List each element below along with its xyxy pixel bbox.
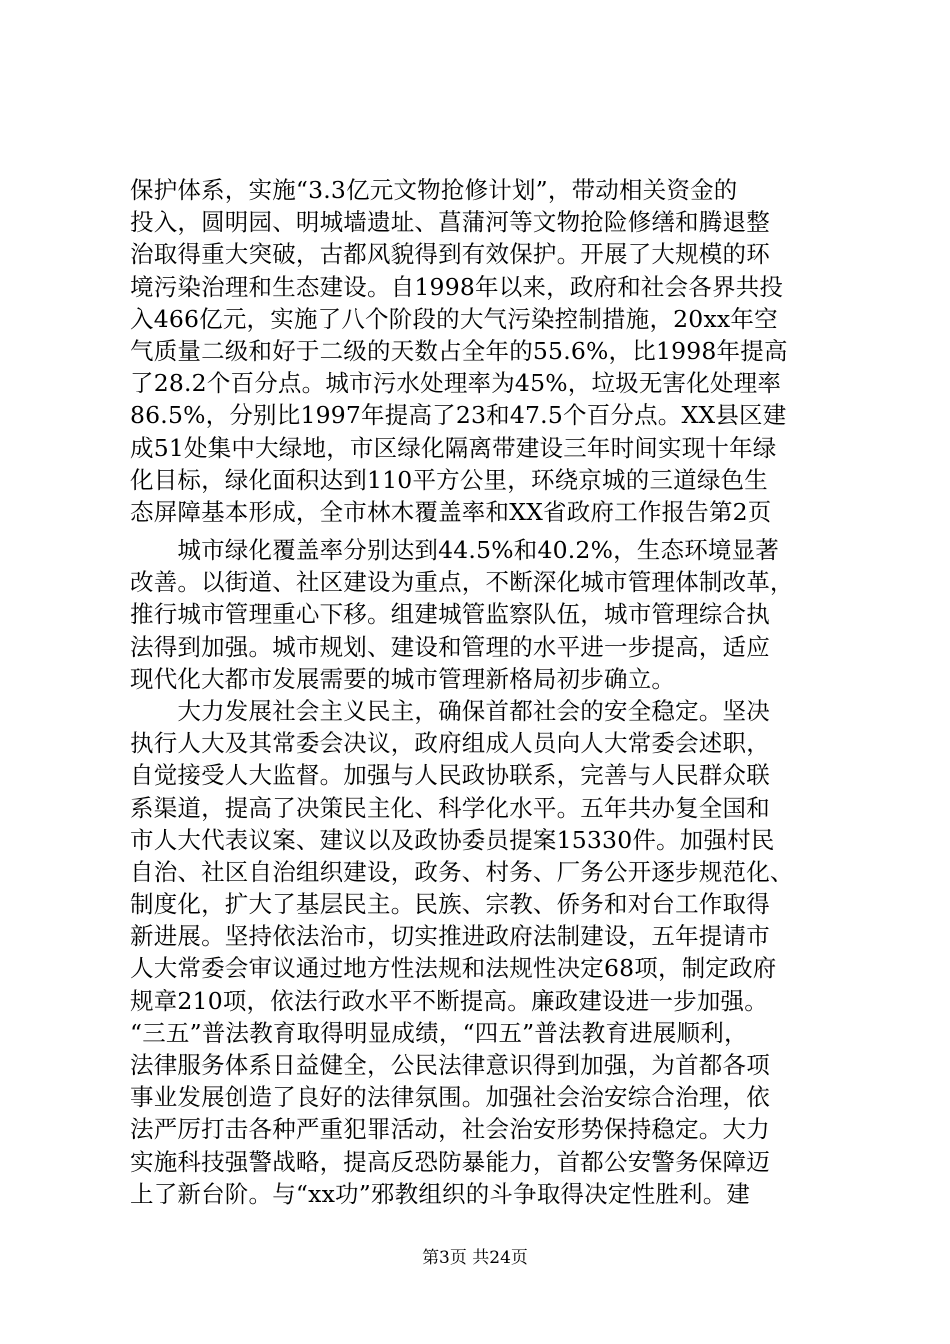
text-line: 态屏障基本形成，全市林木覆盖率和XX省政府工作报告第2页 — [130, 497, 772, 526]
text-line: 事业发展创造了良好的法律氛围。加强社会治安综合治理，依 — [130, 1083, 770, 1112]
text-line: 法得到加强。城市规划、建设和管理的水平进一步提高，适应 — [130, 632, 770, 661]
text-line: 现代化大都市发展需要的城市管理新格局初步确立。 — [130, 664, 676, 693]
text-line: 改善。以街道、社区建设为重点，不断深化城市管理体制改革， — [130, 568, 794, 597]
text-line: 治取得重大突破，古都风貌得到有效保护。开展了大规模的环 — [130, 240, 770, 269]
text-line: 了28.2个百分点。城市污水处理率为45%，垃圾无害化处理率 — [130, 369, 782, 398]
text-line: 实施科技强警战略，提高反恐防暴能力，首都公安警务保障迈 — [130, 1147, 770, 1176]
text-line: 城市绿化覆盖率分别达到44.5%和40.2%，生态环境显著 — [130, 536, 780, 564]
text-line: 法严厉打击各种严重犯罪活动，社会治安形势保持稳定。大力 — [130, 1115, 770, 1144]
text-line: “三五”普法教育取得明显成绩，“四五”普法教育进展顺利， — [130, 1018, 748, 1047]
text-line: 上了新台阶。与“xx功”邪教组织的斗争取得决定性胜利。建 — [130, 1179, 751, 1208]
text-line: 气质量二级和好于二级的天数占全年的55.6%，比1998年提高 — [130, 336, 788, 365]
text-line: 系渠道，提高了决策民主化、科学化水平。五年共办复全国和 — [130, 793, 770, 822]
text-line: 86.5%，分别比1997年提高了23和47.5个百分点。XX县区建 — [130, 401, 787, 430]
text-line: 投入，圆明园、明城墙遗址、菖蒲河等文物抢险修缮和腾退整 — [130, 208, 770, 237]
text-line: 化目标，绿化面积达到110平方公里，环绕京城的三道绿色生 — [130, 465, 768, 494]
text-line: 执行人大及其常委会决议，政府组成人员向人大常委会述职， — [130, 729, 770, 758]
text-line: 境污染治理和生态建设。自1998年以来，政府和社会各界共投 — [130, 272, 784, 301]
paragraph-continued — [130, 174, 830, 528]
text-line: 人大常委会审议通过地方性法规和法规性决定68项，制定政府 — [130, 954, 777, 983]
text-line: 自觉接受人大监督。加强与人民政协联系，完善与人民群众联 — [130, 761, 770, 790]
text-line: 新进展。坚持依法治市，切实推进政府法制建设，五年提请市 — [130, 922, 770, 951]
text-line: 保护体系，实施“3.3亿元文物抢修计划”，带动相关资金的 — [130, 176, 738, 204]
text-line: 规章210项，依法行政水平不断提高。廉政建设进一步加强。 — [130, 986, 768, 1015]
text-line: 成51处集中大绿地，市区绿化隔离带建设三年时间实现十年绿 — [130, 433, 777, 462]
text-line: 推行城市管理重心下移。组建城管监察队伍，城市管理综合执 — [130, 600, 770, 629]
text-line: 制度化，扩大了基层民主。民族、宗教、侨务和对台工作取得 — [130, 890, 770, 919]
page-number-footer: 第3页 共24页 — [422, 1248, 528, 1268]
text-line: 大力发展社会主义民主，确保首都社会的安全稳定。坚决 — [130, 696, 770, 725]
body-paragraphs — [130, 534, 830, 1210]
text-line: 市人大代表议案、建议以及政协委员提案15330件。加强村民 — [130, 825, 775, 854]
text-line: 自治、社区自治组织建设，政务、村务、厂务公开逐步规范化、 — [130, 857, 794, 886]
text-line: 法律服务体系日益健全，公民法律意识得到加强，为首都各项 — [130, 1051, 770, 1079]
text-line: 入466亿元，实施了八个阶段的大气污染控制措施，20xx年空 — [130, 304, 778, 333]
